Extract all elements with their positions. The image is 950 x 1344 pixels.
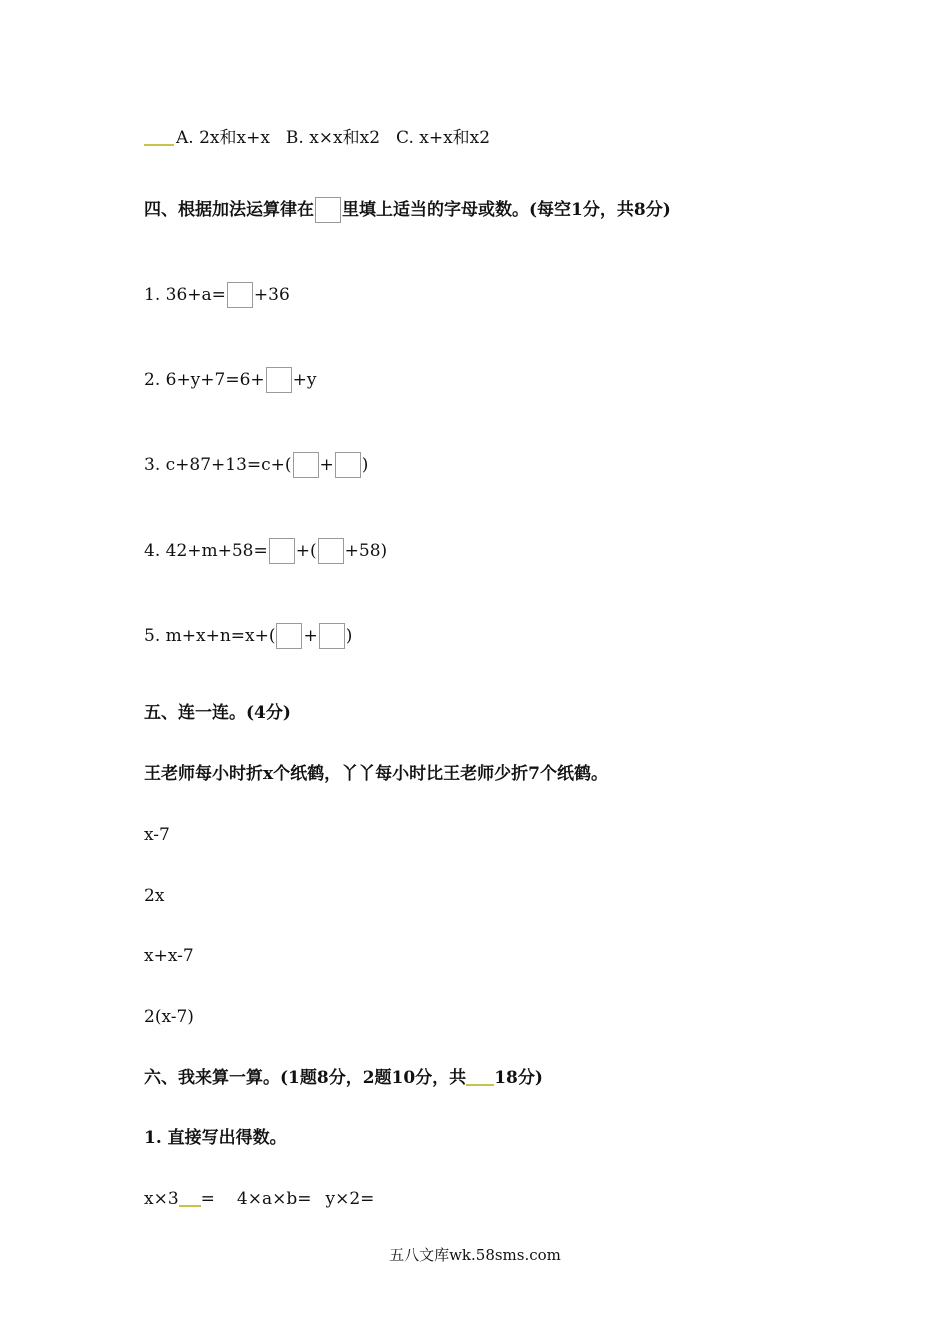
q4-pre: 4. 42+m+58= bbox=[144, 541, 268, 561]
section6-title-post: 18分) bbox=[494, 1068, 543, 1088]
question-4-2 bbox=[144, 367, 317, 393]
answer-box[interactable] bbox=[335, 452, 361, 478]
calc-line bbox=[144, 1187, 374, 1211]
answer-box[interactable] bbox=[269, 538, 295, 564]
calc-c: y×2= bbox=[325, 1189, 375, 1209]
answer-box[interactable] bbox=[276, 623, 302, 649]
answer-blank[interactable] bbox=[179, 1205, 201, 1207]
section4-title bbox=[144, 197, 671, 223]
q3-post: ) bbox=[361, 455, 369, 475]
answer-blank bbox=[466, 1084, 494, 1086]
calc-a-post: = bbox=[200, 1189, 215, 1209]
option-a: A. 2x和x+x bbox=[176, 128, 270, 148]
calc-b: 4×a×b= bbox=[236, 1189, 312, 1209]
option-c: C. x+x和x2 bbox=[396, 128, 491, 148]
answer-box[interactable] bbox=[227, 282, 253, 308]
section5-prompt: 王老师每小时折x个纸鹤，丫丫每小时比王老师少折7个纸鹤。 bbox=[144, 764, 608, 784]
q1-pre: 1. 36+a= bbox=[144, 285, 226, 305]
section6-sub1: 1. 直接写出得数。 bbox=[144, 1128, 287, 1148]
expr-item[interactable]: x-7 bbox=[144, 825, 170, 845]
section4-title-pre: 四、根据加法运算律在 bbox=[144, 200, 314, 220]
option-b: B. x×x和x2 bbox=[285, 128, 381, 148]
q2-pre: 2. 6+y+7=6+ bbox=[144, 370, 265, 390]
q3-pre: 3. c+87+13=c+( bbox=[144, 455, 292, 475]
question-4-3 bbox=[144, 452, 368, 478]
section6-title bbox=[144, 1066, 543, 1090]
q1-post: +36 bbox=[253, 285, 290, 305]
q5-pre: 5. m+x+n=x+( bbox=[144, 626, 276, 646]
answer-box[interactable] bbox=[318, 538, 344, 564]
section4-title-post: 里填上适当的字母或数。(每空1分，共8分) bbox=[342, 200, 671, 220]
question-4-5 bbox=[144, 623, 352, 649]
calc-a-pre: x×3 bbox=[144, 1189, 179, 1209]
answer-box[interactable] bbox=[266, 367, 292, 393]
options-line bbox=[144, 126, 490, 150]
q5-mid: + bbox=[303, 626, 318, 646]
expr-item[interactable]: 2(x-7) bbox=[144, 1007, 194, 1027]
section6-title-pre: 六、我来算一算。(1题8分，2题10分，共 bbox=[144, 1068, 467, 1088]
answer-box bbox=[315, 197, 341, 223]
q5-post: ) bbox=[345, 626, 353, 646]
footer-watermark: 五八文库wk.58sms.com bbox=[389, 1246, 561, 1264]
expr-item[interactable]: x+x-7 bbox=[144, 946, 194, 966]
section5-title: 五、连一连。(4分) bbox=[144, 703, 291, 723]
answer-box[interactable] bbox=[319, 623, 345, 649]
expr-item[interactable]: 2x bbox=[144, 886, 165, 906]
answer-blank[interactable] bbox=[144, 144, 174, 146]
q3-mid: + bbox=[319, 455, 334, 475]
question-4-4 bbox=[144, 538, 387, 564]
q4-post: +58) bbox=[344, 541, 388, 561]
q4-mid: +( bbox=[295, 541, 317, 561]
question-4-1 bbox=[144, 282, 290, 308]
answer-box[interactable] bbox=[293, 452, 319, 478]
q2-post: +y bbox=[292, 370, 317, 390]
